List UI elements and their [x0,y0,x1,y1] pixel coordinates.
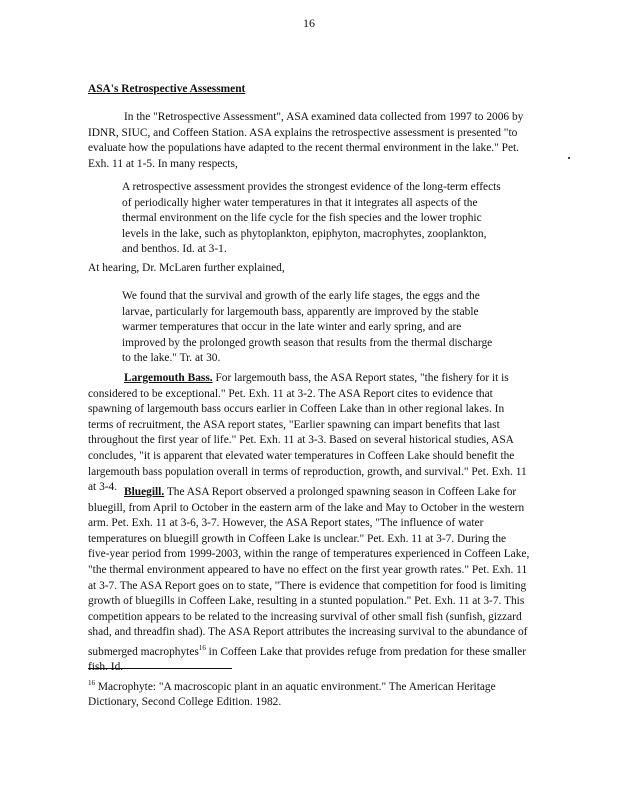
section-heading [88,82,530,98]
intro-paragraph: In the "Retrospective Assessment", ASA examined data collected from 1997 to 2006 by IDNR, SIUC, and Coffeen Station. ASA explains the retrospective assessment is presented "to evaluate how the populations have adapted to the recent thermal environment in the lake." Pet. Exh. 11 at 1-5. In many respects, [88,111,524,170]
bluegill-text-2: in Coffeen Lake that provides refuge from predation for these smaller [208,645,527,658]
page-number: 16 [303,16,315,30]
largemouth-bass-paragraph [88,371,530,496]
footnote-divider [88,668,232,669]
bluegill-paragraph [88,485,530,676]
footnote [88,676,528,711]
footnote-reference: 16 [198,643,206,652]
bluegill-label: Bluegill. [124,486,165,498]
footnote-text: Macrophyte: "A macroscopic plant in an aquatic environment." The American Heritage Dictionary, Second College Edition. 1982. [88,680,496,709]
heading-text: ASA's Retrospective Assessment [88,83,246,95]
block-quote-2: We found that the survival and growth of the early life stages, the eggs and the larvae, particularly for largemouth bass, apparently are improved by the stable warmer temperatures that occur in the late winter and early spring, and are improved by the prolonged growth season that results from the thermal discharge to the lake." Tr. at 30. [122,290,493,364]
scan-speck [568,157,570,159]
bass-label: Largemouth Bass. [124,372,213,384]
bluegill-text-1: The ASA Report observed a prolonged spawning season in Coffeen Lake for bluegill, from April to October in the eastern arm of the lake and May to October in the western arm. Pet. Exh. 11 at 3-6, 3-7. However, the ASA Report states, "The influence of water temperatures on bluegill growth in Coffeen Lake is unclear." Pet. Exh. 11 at 3-7. During the five-year period from 1999-2003, within the range of temperatures experienced in Coffeen Lake, "the thermal environment appeared to have no effect on the first year growth rates." Pet. Exh. 11 at 3-7. The ASA Report goes on to state, "There is evidence that competition for food is limiting growth of bluegills in Coffeen Lake, resulting in a stunted population." Pet. Exh. 11 at 3-7. This competition appears to be related to the increasing survival of other small fish (sunfish, gizzard shad, and threadfin shad). The ASA Report attributes the increasing survival to the abundance of submerged macrophytes [88,486,530,658]
bass-text: For largemouth bass, the ASA Report states, "the fishery for it is considered to be exceptional." Pet. Exh. 11 at 3-2. The ASA Report cites to evidence that spawning of largemouth bass occurs earlier in Coffeen Lake than in other regional lakes. In terms of recruitment, the ASA report states, "Earlier spawning can impart benefits that last throughout the first year of life." Pet. Exh. 11 at 3-3. Based on several historical studies, ASA concludes, "it is apparent that elevated water temperatures in Coffeen Lake should benefit the largemouth bass population overall in terms of reproduction, growth, and survival." Pet. Exh. 11 at 3-4. [88,372,527,494]
block-quote-1: A retrospective assessment provides the strongest evidence of the long-term effects of periodically higher water temperatures in that it integrates all aspects of the thermal environment on the life cycle for the fish species and the lower trophic levels in the lake, such as phytoplankton, epiphyton, macrophytes, zooplankton, and benthos. Id. at 3-1. [122,181,501,255]
footnote-number: 16 [88,679,95,687]
hearing-line: At hearing, Dr. McLaren further explained, [88,262,285,274]
